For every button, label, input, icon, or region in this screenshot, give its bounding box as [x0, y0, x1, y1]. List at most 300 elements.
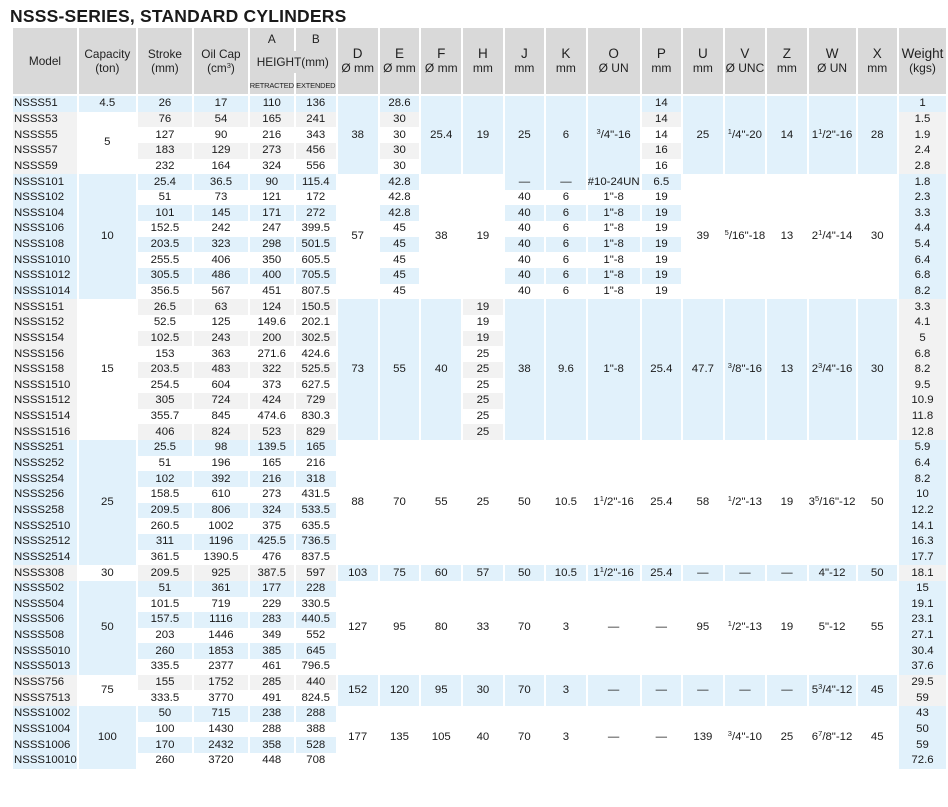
header-retracted: RETRACTED — [250, 73, 294, 94]
cell-text: 406 — [211, 253, 231, 266]
cell-text: NSSS506 — [14, 613, 65, 626]
cell-b — [296, 581, 336, 597]
cell-oil — [194, 96, 248, 112]
cell-stroke — [138, 628, 192, 644]
cell-text: 6 — [562, 285, 570, 297]
fraction-numerator: 3 — [727, 361, 732, 371]
fraction-numerator: 7 — [818, 728, 823, 738]
cell-a — [250, 534, 294, 550]
header-extended: EXTENDED — [296, 73, 336, 94]
cell-text: 30 — [393, 144, 406, 157]
cell-text: 25 — [780, 730, 794, 743]
cell-b — [296, 597, 336, 613]
cell-weight — [899, 503, 946, 519]
cell-text: 16.3 — [911, 535, 934, 548]
cell-weight — [899, 237, 946, 253]
cell-text: NSSS2512 — [14, 535, 71, 548]
cell-x — [858, 440, 897, 565]
cell-f — [421, 675, 461, 706]
cell-text: — — [518, 175, 531, 188]
cell-text: 149.6 — [257, 316, 287, 329]
cell-b — [296, 159, 336, 175]
cell-x — [858, 174, 897, 299]
cell-text: 8.2 — [914, 472, 931, 485]
cell-capacity — [79, 675, 136, 706]
cell-text: 10.5 — [554, 496, 577, 509]
cell-w — [809, 96, 856, 174]
cell-j — [505, 706, 544, 769]
cell-stroke — [138, 550, 192, 566]
cell-a — [250, 722, 294, 738]
cell-model — [13, 346, 77, 362]
cell-b — [296, 737, 336, 753]
cell-text: 17 — [214, 97, 228, 110]
cell-text: 456 — [306, 144, 326, 157]
cell-text: NSSS1516 — [14, 425, 71, 438]
cell-text: 16 — [655, 159, 668, 172]
cell-h — [463, 378, 502, 394]
cell-weight — [899, 393, 946, 409]
cell-text: 40 — [476, 730, 490, 743]
cell-text: 16 — [655, 144, 668, 157]
header-k: K mm — [546, 28, 586, 94]
cell-j — [505, 268, 544, 284]
cell-text: 19 — [655, 191, 668, 204]
cell-text: 38 — [434, 230, 448, 243]
cell-text: 729 — [306, 394, 326, 407]
cell-text: 88 — [351, 496, 364, 509]
cell-text: 70 — [518, 683, 531, 696]
cell-text: 361 — [211, 582, 231, 595]
cell-text: — — [739, 566, 751, 579]
cell-text: — — [781, 566, 793, 579]
cell-b — [296, 706, 336, 722]
cell-u — [683, 299, 723, 440]
cell-h — [463, 675, 502, 706]
cell-weight — [899, 299, 946, 315]
cell-text: 8.2 — [914, 285, 931, 297]
cell-text: 209.5 — [150, 566, 180, 579]
cell-text: 25 — [476, 363, 490, 376]
cell-text: 1430 — [208, 722, 234, 735]
cell-capacity — [79, 112, 136, 175]
cell-weight — [899, 268, 946, 284]
cell-oil — [194, 268, 248, 284]
fraction-numerator: 1 — [818, 126, 823, 136]
cell-text: 736.5 — [301, 535, 331, 548]
cell-o — [588, 706, 640, 769]
cell-b — [296, 299, 336, 315]
cell-model — [13, 487, 77, 503]
cell-b — [296, 675, 336, 691]
cell-weight — [899, 565, 946, 581]
cell-text: 387.5 — [257, 566, 287, 579]
cell-a — [250, 503, 294, 519]
fraction-whole: 2 — [811, 230, 819, 243]
cell-text: 19 — [476, 230, 490, 243]
cell-oil — [194, 190, 248, 206]
cell-b — [296, 471, 336, 487]
cell-weight — [899, 112, 946, 128]
cell-a — [250, 706, 294, 722]
cell-text: 1390.5 — [203, 550, 239, 563]
cell-b — [296, 143, 336, 159]
cell-text: NSSS1002 — [14, 707, 71, 720]
cell-stroke — [138, 753, 192, 769]
cell-b — [296, 237, 336, 253]
cell-b — [296, 362, 336, 378]
cell-o — [588, 205, 640, 221]
cell-text: 6 — [562, 191, 570, 204]
cell-text: 6.4 — [914, 457, 931, 470]
cell-a — [250, 690, 294, 706]
cell-text: 19 — [655, 206, 668, 219]
cell-e — [380, 252, 420, 268]
cell-weight — [899, 550, 946, 566]
cell-model — [13, 550, 77, 566]
cell-text: 30 — [393, 128, 406, 141]
cell-k — [546, 299, 586, 440]
cell-text: 25 — [476, 394, 490, 407]
cell-j — [505, 299, 544, 440]
cell-j — [505, 440, 544, 565]
cell-text: 50 — [158, 707, 172, 720]
cell-text: 45 — [393, 285, 406, 297]
cell-text: 424.6 — [301, 347, 331, 360]
cell-j — [505, 237, 544, 253]
cell-text: NSSS252 — [14, 457, 65, 470]
cell-b — [296, 127, 336, 143]
cell-weight — [899, 659, 946, 675]
cell-text: 501.5 — [301, 238, 331, 251]
cell-text: NSSS508 — [14, 629, 65, 642]
table-row — [13, 581, 946, 597]
cell-text: 14 — [655, 112, 668, 125]
cell-text: 19 — [780, 621, 794, 634]
cell-b — [296, 659, 336, 675]
cell-text: 8.2 — [914, 363, 931, 376]
cell-u — [683, 706, 723, 769]
fraction-rest: /2"-16 — [603, 496, 634, 509]
header-v: V Ø UNC — [725, 28, 766, 94]
cell-weight — [899, 706, 946, 722]
cell-text: 523 — [262, 425, 282, 438]
cell-p — [642, 706, 682, 769]
cell-e — [380, 440, 420, 565]
cell-text: NSSS2510 — [14, 519, 71, 532]
cell-text: 363 — [211, 347, 231, 360]
cell-text: 37.6 — [911, 660, 934, 673]
cell-text: 51 — [158, 582, 172, 595]
cell-text: NSSS1006 — [14, 738, 71, 751]
fraction-whole: 1 — [593, 496, 600, 509]
cell-text: 19.1 — [911, 597, 934, 610]
cell-h — [463, 581, 502, 675]
cell-text: 719 — [211, 597, 231, 610]
cell-text: 45 — [393, 238, 406, 251]
cell-weight — [899, 581, 946, 597]
cell-text: 19 — [476, 316, 490, 329]
cell-capacity — [79, 174, 136, 299]
cell-text: 55 — [434, 496, 448, 509]
cell-oil — [194, 143, 248, 159]
cell-text: 13 — [780, 363, 794, 376]
spec-table — [11, 28, 948, 769]
cell-text: 385 — [262, 644, 282, 657]
cell-text: 177 — [348, 730, 368, 743]
cell-text: 103 — [348, 566, 368, 579]
cell-text: NSSS5010 — [14, 644, 71, 657]
cell-text: 1"-8 — [603, 222, 624, 235]
cell-text: 242 — [211, 222, 231, 235]
fraction-numerator: 1 — [818, 228, 823, 238]
header-h: H mm — [463, 28, 502, 94]
cell-text: 33 — [476, 621, 490, 634]
cell-k — [546, 190, 586, 206]
cell-text: 59 — [916, 691, 929, 704]
cell-a — [250, 221, 294, 237]
cell-d — [338, 581, 378, 675]
cell-text: 25 — [101, 496, 114, 509]
cell-h — [463, 706, 502, 769]
cell-f — [421, 581, 461, 675]
cell-stroke — [138, 315, 192, 331]
cell-j — [505, 284, 544, 300]
cell-text: 101 — [155, 206, 175, 219]
cell-weight — [899, 597, 946, 613]
cell-j — [505, 221, 544, 237]
fraction-whole: 3 — [808, 496, 815, 509]
cell-p — [642, 675, 682, 706]
cell-p — [642, 221, 682, 237]
cell-w — [809, 581, 856, 675]
cell-b — [296, 518, 336, 534]
cell-text: 127 — [348, 621, 368, 634]
header-model: Model — [13, 28, 77, 94]
cell-text: 70 — [518, 730, 531, 743]
cell-model — [13, 675, 77, 691]
cell-k — [546, 96, 586, 174]
cell-stroke — [138, 440, 192, 456]
cell-a — [250, 331, 294, 347]
cell-model — [13, 456, 77, 472]
fraction-numerator: 5 — [724, 228, 729, 238]
cell-text: 343 — [306, 128, 326, 141]
cell-oil — [194, 174, 248, 190]
cell-stroke — [138, 190, 192, 206]
cell-text: 203.5 — [150, 238, 180, 251]
cell-text: 152.5 — [150, 222, 180, 235]
cell-model — [13, 237, 77, 253]
cell-a — [250, 393, 294, 409]
cell-text: 2432 — [208, 738, 234, 751]
table-row — [13, 96, 946, 112]
cell-a — [250, 753, 294, 769]
cell-a — [250, 424, 294, 440]
cell-b — [296, 331, 336, 347]
cell-text: 216 — [306, 457, 326, 470]
fraction-numerator: 1 — [599, 494, 604, 504]
cell-text: 25.4 — [650, 566, 673, 579]
cell-b — [296, 753, 336, 769]
cell-text: NSSS256 — [14, 488, 65, 501]
cell-weight — [899, 378, 946, 394]
cell-stroke — [138, 299, 192, 315]
cell-text: 11.8 — [911, 410, 934, 423]
cell-b — [296, 409, 336, 425]
cell-h — [463, 331, 502, 347]
cell-model — [13, 440, 77, 456]
cell-oil — [194, 753, 248, 769]
cell-text: #10-24UN — [587, 175, 640, 188]
cell-e — [380, 112, 420, 128]
cell-z — [767, 174, 806, 299]
cell-text: 6 — [562, 206, 570, 219]
cell-z — [767, 440, 806, 565]
cell-text: 43 — [916, 707, 929, 720]
cell-weight — [899, 96, 946, 112]
header-stroke: Stroke (mm) — [138, 28, 192, 94]
cell-text: 95 — [696, 621, 710, 634]
cell-text: 288 — [262, 722, 282, 735]
cell-model — [13, 643, 77, 659]
cell-h — [463, 362, 502, 378]
cell-model — [13, 362, 77, 378]
cell-oil — [194, 221, 248, 237]
cell-e — [380, 127, 420, 143]
cell-a — [250, 237, 294, 253]
cell-weight — [899, 643, 946, 659]
cell-o — [588, 565, 640, 581]
cell-text: 5.4 — [914, 238, 931, 251]
cell-text: 260 — [155, 644, 175, 657]
cell-oil — [194, 503, 248, 519]
cell-text: 6.8 — [914, 269, 931, 282]
cell-text: 13 — [780, 230, 794, 243]
cell-b — [296, 284, 336, 300]
cell-text: NSSS154 — [14, 331, 65, 344]
cell-oil — [194, 112, 248, 128]
cell-model — [13, 190, 77, 206]
cell-text: 14 — [780, 128, 794, 141]
cell-model — [13, 471, 77, 487]
cell-text: 837.5 — [301, 550, 331, 563]
cell-text: 486 — [211, 269, 231, 282]
cell-text: 45 — [393, 253, 406, 266]
cell-model — [13, 393, 77, 409]
cell-text: NSSS156 — [14, 347, 65, 360]
cell-model — [13, 534, 77, 550]
cell-text: 4.5 — [99, 97, 116, 110]
cell-text: 6.8 — [914, 347, 931, 360]
cell-b — [296, 440, 336, 456]
cell-text: 25.4 — [650, 496, 673, 509]
cell-text: — — [781, 683, 793, 696]
cell-p — [642, 174, 682, 190]
cell-text: NSSS1514 — [14, 410, 71, 423]
cell-text: 556 — [306, 159, 326, 172]
cell-text: 15 — [101, 363, 114, 376]
cell-e — [380, 706, 420, 769]
cell-model — [13, 315, 77, 331]
cell-weight — [899, 409, 946, 425]
cell-a — [250, 96, 294, 112]
cell-text: 241 — [306, 112, 326, 125]
cell-text: 202.1 — [301, 316, 331, 329]
page-title: NSSS-SERIES, STANDARD CYLINDERS — [10, 6, 347, 26]
cell-v — [725, 96, 766, 174]
cell-text: 323 — [211, 238, 231, 251]
cell-text: 59 — [916, 738, 929, 751]
cell-text: NSSS151 — [14, 300, 65, 313]
cell-k — [546, 284, 586, 300]
cell-oil — [194, 393, 248, 409]
cell-text: 25 — [518, 128, 531, 141]
fraction-rest: /2"-16 — [603, 566, 634, 579]
cell-text: 796.5 — [301, 660, 331, 673]
cell-model — [13, 424, 77, 440]
cell-h — [463, 424, 502, 440]
cell-text: 47.7 — [691, 363, 714, 376]
cell-text: 6.5 — [653, 175, 670, 188]
cell-text: 50 — [870, 566, 884, 579]
cell-text: 42.8 — [388, 175, 411, 188]
cell-text: 38 — [351, 128, 364, 141]
cell-model — [13, 503, 77, 519]
cell-text: 145 — [211, 206, 231, 219]
header-w: W Ø UN — [809, 28, 856, 94]
cell-text: 135 — [389, 730, 409, 743]
cell-weight — [899, 440, 946, 456]
cell-text: 305.5 — [150, 269, 180, 282]
cell-a — [250, 581, 294, 597]
cell-text: 45 — [393, 269, 406, 282]
cell-text: 425.5 — [257, 535, 287, 548]
cell-oil — [194, 252, 248, 268]
cell-stroke — [138, 378, 192, 394]
cell-oil — [194, 424, 248, 440]
cell-model — [13, 221, 77, 237]
cell-weight — [899, 190, 946, 206]
cell-text: 406 — [155, 425, 175, 438]
fraction-whole: 2 — [811, 363, 819, 376]
cell-k — [546, 174, 586, 190]
cell-text: NSSS1510 — [14, 378, 71, 391]
header-d: D Ø mm — [338, 28, 378, 94]
cell-a — [250, 550, 294, 566]
cell-a — [250, 346, 294, 362]
cell-b — [296, 174, 336, 190]
fraction-numerator: 1 — [727, 126, 732, 136]
cell-weight — [899, 174, 946, 190]
cell-text: NSSS106 — [14, 222, 65, 235]
cell-text: 40 — [518, 206, 531, 219]
cell-capacity — [79, 96, 136, 112]
cell-text: 12.2 — [911, 503, 934, 516]
cell-stroke — [138, 237, 192, 253]
cell-text: 139 — [693, 730, 713, 743]
cell-oil — [194, 722, 248, 738]
cell-text: 724 — [211, 394, 231, 407]
cell-text: 302.5 — [301, 331, 331, 344]
cell-stroke — [138, 174, 192, 190]
cell-stroke — [138, 612, 192, 628]
cell-text: 476 — [262, 550, 282, 563]
cell-text: NSSS53 — [14, 112, 58, 125]
cell-text: 158.5 — [150, 488, 180, 501]
cell-d — [338, 174, 378, 299]
cell-oil — [194, 518, 248, 534]
